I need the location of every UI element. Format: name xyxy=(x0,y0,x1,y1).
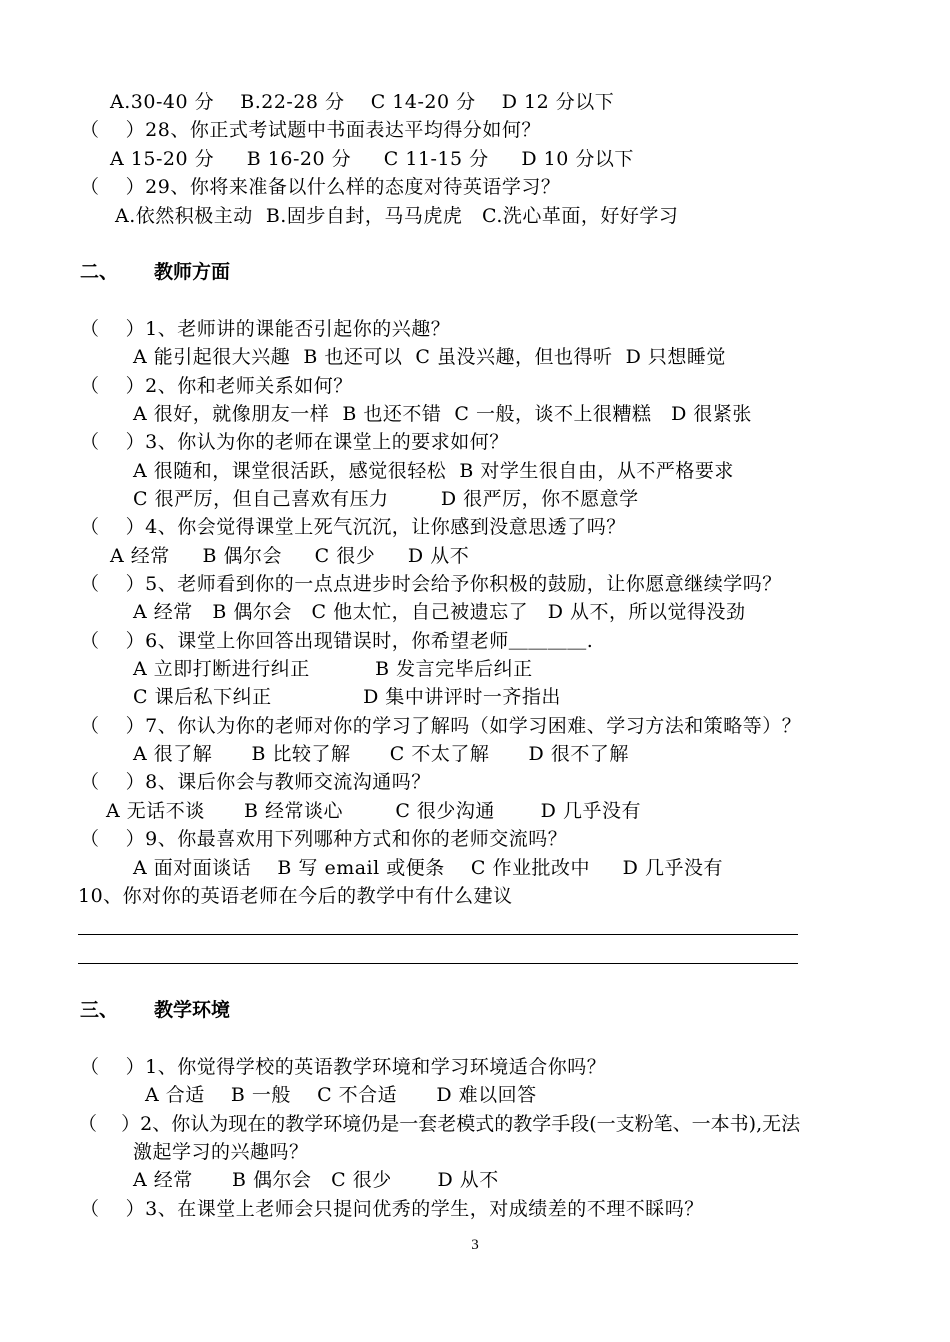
section-title: 教师方面 xyxy=(154,261,231,283)
answer-options-t5: A 经常 B 偶尔会 C 他太忙，自己被遗忘了 D 从不，所以觉得没劲 xyxy=(133,601,746,623)
answer-options-t6a: A 立即打断进行纠正 B 发言完毕后纠正 xyxy=(133,658,533,680)
answer-options-e1: A 合适 B 一般 C 不合适 D 难以回答 xyxy=(145,1084,537,1106)
question-t6: （ ）6、课堂上你回答出现错误时，你希望老师＿＿＿＿. xyxy=(80,630,594,652)
question-t4: （ ）4、你会觉得课堂上死气沉沉，让你感到没意思透了吗？ xyxy=(80,516,626,538)
section-heading-teacher xyxy=(80,260,230,284)
question-28: （ ）28、你正式考试题中书面表达平均得分如何？ xyxy=(80,119,541,141)
question-e2: （ ）2、你认为现在的教学环境仍是一套老模式的教学手段(一支粉笔、一本书),无法 xyxy=(78,1113,801,1135)
answer-options-t3a: A 很随和，课堂很活跃，感觉很轻松 B 对学生很自由，从不严格要求 xyxy=(133,460,734,482)
page-number: 3 xyxy=(471,1237,479,1253)
answer-options-t7: A 很了解 B 比较了解 C 不太了解 D 很不了解 xyxy=(133,743,629,765)
question-t10: 10、你对你的英语老师在今后的教学中有什么建议 xyxy=(78,885,513,907)
question-t5: （ ）5、老师看到你的一点点进步时会给予你积极的鼓励，让你愿意继续学吗？ xyxy=(80,573,782,595)
answer-blank-line xyxy=(78,934,798,935)
answer-options-29: A.依然积极主动 B.固步自封，马马虎虎 C.洗心革面，好好学习 xyxy=(115,205,679,227)
answer-options-t8: A 无话不谈 B 经常谈心 C 很少沟通 D 几乎没有 xyxy=(106,800,641,822)
answer-options-t3b: C 很严厉，但自己喜欢有压力 D 很严厉，你不愿意学 xyxy=(133,488,639,510)
question-t9: （ ）9、你最喜欢用下列哪种方式和你的老师交流吗？ xyxy=(80,828,568,850)
section-title: 教学环境 xyxy=(154,999,231,1021)
answer-blank-line xyxy=(78,963,798,964)
section-number: 二、 xyxy=(80,261,119,283)
answer-options-t9: A 面对面谈话 B 写 email 或便条 C 作业批改中 D 几乎没有 xyxy=(133,857,723,879)
question-e2-continued: 激起学习的兴趣吗？ xyxy=(133,1141,309,1163)
answer-options-e2: A 经常 B 偶尔会 C 很少 D 从不 xyxy=(133,1169,499,1191)
question-t3: （ ）3、你认为你的老师在课堂上的要求如何？ xyxy=(80,431,509,453)
question-t7: （ ）7、你认为你的老师对你的学习了解吗（如学习困难、学习方法和策略等）？ xyxy=(80,715,802,737)
question-t2: （ ）2、你和老师关系如何？ xyxy=(80,375,353,397)
question-t1: （ ）1、老师讲的课能否引起你的兴趣？ xyxy=(80,318,451,340)
answer-options-t4: A 经常 B 偶尔会 C 很少 D 从不 xyxy=(110,545,470,567)
question-e1: （ ）1、你觉得学校的英语教学环境和学习环境适合你吗？ xyxy=(80,1056,607,1078)
answer-options-27: A.30-40 分 B.22-28 分 C 14-20 分 D 12 分以下 xyxy=(110,91,615,113)
answer-options-t2: A 很好，就像朋友一样 B 也还不错 C 一般，谈不上很糟糕 D 很紧张 xyxy=(133,403,752,425)
question-e3: （ ）3、在课堂上老师会只提问优秀的学生，对成绩差的不理不睬吗？ xyxy=(80,1198,704,1220)
answer-options-t1: A 能引起很大兴趣 B 也还可以 C 虽没兴趣，但也得听 D 只想睡觉 xyxy=(133,346,726,368)
answer-options-28: A 15-20 分 B 16-20 分 C 11-15 分 D 10 分以下 xyxy=(110,148,634,170)
question-t8: （ ）8、课后你会与教师交流沟通吗？ xyxy=(80,771,431,793)
section-number: 三、 xyxy=(80,999,119,1021)
question-29: （ ）29、你将来准备以什么样的态度对待英语学习？ xyxy=(80,176,561,198)
section-heading-environment xyxy=(80,998,230,1022)
answer-options-t6b: C 课后私下纠正 D 集中讲评时一齐指出 xyxy=(133,686,561,708)
